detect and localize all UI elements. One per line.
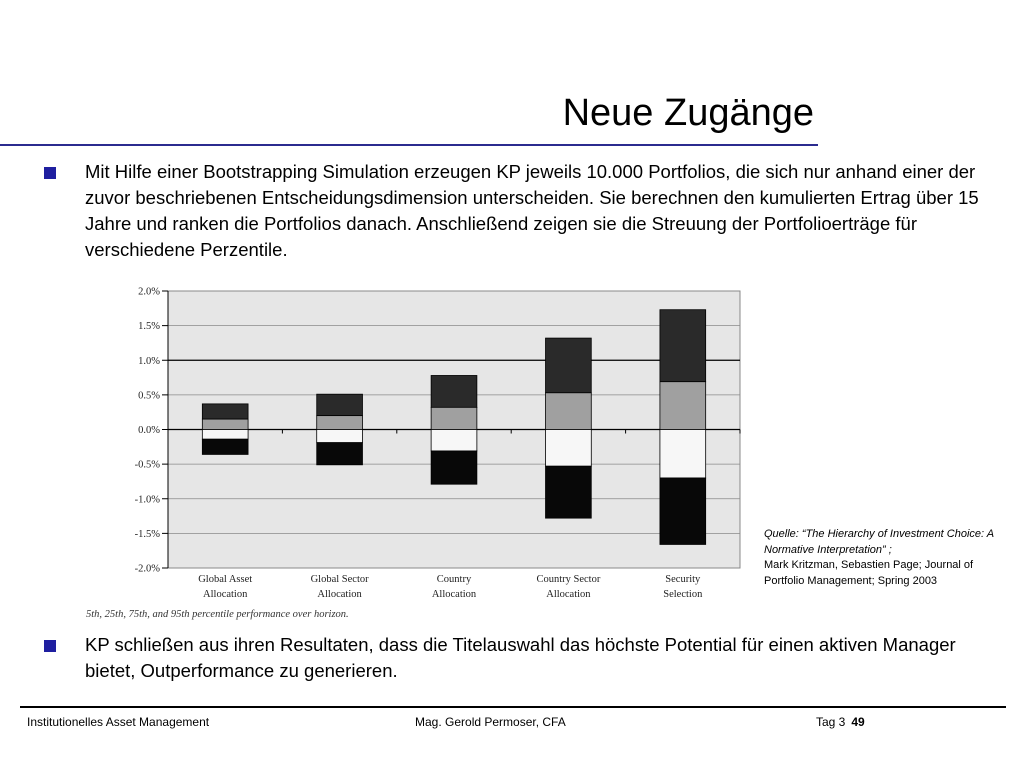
footer-course: Institutionelles Asset Management xyxy=(27,715,210,729)
source-reference: Quelle: “The Hierarchy of Investment Choice: A Normative Interpretation” ; xyxy=(764,528,994,556)
footer-day: Tag 3 xyxy=(816,715,846,729)
bullet-text-conclusion: KP schließen aus ihren Resultaten, dass die Titelauswahl das höchste Potential für einen aktiven Manager bietet, Outperformance zu generieren. xyxy=(85,634,956,681)
y-tick-label: 1.5% xyxy=(138,321,160,333)
bullet-square-icon xyxy=(44,167,56,179)
y-tick-label: -0.5% xyxy=(134,459,160,471)
bullet-text-simulation: Mit Hilfe einer Bootstrapping Simulation erzeugen KP jeweils 10.000 Portfolios, die sich nur anhand einer der zuvor beschriebenen Entscheidungsdimension unterscheiden. Sie berechnen den kumulierten Ertrag über 15 Jahre und ranken die Portfolios danach. Anschließend zeigen sie die Streuung der Portfolioerträge für verschiedene Perzentile. xyxy=(85,161,979,260)
slide-title: Neue Zugänge xyxy=(562,92,814,134)
bar-segment-75-95 xyxy=(660,310,706,382)
bar-segment-5-25 xyxy=(431,451,477,484)
bar-segment-50-75 xyxy=(202,419,248,429)
bar-segment-5-25 xyxy=(317,443,363,465)
y-tick-label: 2.0% xyxy=(138,286,160,298)
x-category-label: Country Sector xyxy=(536,574,601,585)
bar-segment-50-75 xyxy=(317,416,363,430)
bar-segment-5-25 xyxy=(202,439,248,454)
y-tick-label: 1.0% xyxy=(138,355,160,367)
y-tick-label: -1.5% xyxy=(134,528,160,540)
bar-segment-75-95 xyxy=(317,394,363,415)
bar-segment-50-75 xyxy=(660,382,706,430)
y-tick-label: 0.0% xyxy=(138,425,160,436)
bar-segment-75-95 xyxy=(546,338,592,393)
footer-page-info xyxy=(816,715,865,729)
bar-segment-25-50 xyxy=(317,430,363,443)
bullet-square-icon xyxy=(44,640,56,652)
x-category-label: Global Sector xyxy=(310,574,369,585)
bar-segment-50-75 xyxy=(546,393,592,430)
x-category-label: Allocation xyxy=(431,589,477,600)
x-category-label: Country xyxy=(436,574,472,585)
bar-segment-50-75 xyxy=(431,407,477,429)
x-category-label: Global Asset xyxy=(198,574,253,585)
bar-segment-25-50 xyxy=(202,430,248,440)
title-divider xyxy=(0,144,818,146)
x-category-label: Security xyxy=(665,574,701,585)
page-number: 49 xyxy=(851,715,865,729)
bar-segment-5-25 xyxy=(546,466,592,518)
bar-segment-5-25 xyxy=(660,478,706,544)
footer-divider xyxy=(20,706,1006,708)
percentile-chart xyxy=(80,283,760,628)
x-category-label: Allocation xyxy=(546,589,591,600)
bar-segment-75-95 xyxy=(202,404,248,419)
chart-caption: 5th, 25th, 75th, and 95th percentile performance over horizon. xyxy=(86,609,349,620)
x-category-label: Allocation xyxy=(203,589,248,600)
source-authors: Mark Kritzman, Sebastien Page; Journal of Portfolio Management; Spring 2003 xyxy=(764,559,974,587)
bar-segment-25-50 xyxy=(546,430,592,467)
y-tick-label: 0.5% xyxy=(138,390,160,402)
bar-segment-25-50 xyxy=(431,430,477,451)
bar-segment-75-95 xyxy=(431,375,477,407)
x-category-label: Selection xyxy=(663,589,703,600)
y-tick-label: -2.0% xyxy=(134,563,160,575)
y-tick-label: -1.0% xyxy=(134,494,160,506)
source-citation xyxy=(764,527,1014,589)
footer-author: Mag. Gerold Permoser, CFA xyxy=(415,715,566,729)
bar-segment-25-50 xyxy=(660,430,706,478)
x-category-label: Allocation xyxy=(317,589,362,600)
